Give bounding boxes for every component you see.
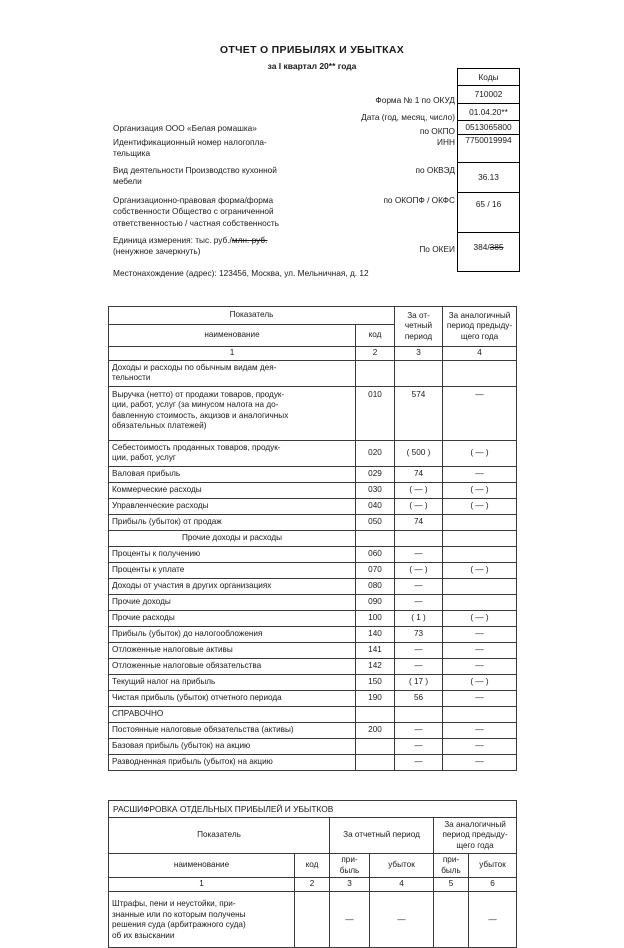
breakdown-header-previous-period [434, 818, 517, 854]
table-row [109, 626, 517, 642]
row-previous [443, 706, 517, 722]
row-label-line3: бавленную стоимость, акцизов и аналогичных [112, 410, 289, 420]
header-field-list [113, 88, 457, 274]
row-label: Прибыль (убыток) до налогообложения [109, 626, 356, 642]
codes-box-header: Коды [458, 69, 519, 86]
header-row-organization [113, 123, 457, 137]
row-current: 74 [395, 514, 443, 530]
hdr-prev-l1: За аналогичный [448, 310, 511, 320]
row-previous: — [443, 386, 517, 440]
legal-form-line3: ответственностью / частная собственность [113, 217, 279, 228]
page-title: ОТЧЕТ О ПРИБЫЛЯХ И УБЫТКАХ [219, 44, 405, 56]
colnum-1: 1 [109, 347, 356, 361]
row-label: Проценты к уплате [109, 562, 356, 578]
row-code: 020 [356, 440, 395, 466]
row-label-line2: знанные или по которым получены [112, 909, 246, 919]
table-row [109, 386, 517, 440]
row-code [356, 360, 395, 386]
row-previous [443, 530, 517, 546]
table-row [109, 482, 517, 498]
bk-colnum-2: 2 [295, 878, 330, 892]
breakdown-header-current-period: За отчетный период [330, 818, 434, 854]
table-row [109, 754, 517, 770]
row-code: 060 [356, 546, 395, 562]
row-current: ( — ) [395, 498, 443, 514]
row-label [109, 360, 356, 386]
breakdown-banner-row [109, 801, 517, 818]
hdr-prev-l3: щего года [460, 331, 499, 341]
row-loss-previous: — [469, 891, 517, 947]
table-row [109, 466, 517, 482]
table-row [109, 706, 517, 722]
table-row [109, 658, 517, 674]
row-label: Постоянные налоговые обязательства (активы) [109, 722, 356, 738]
row-previous [443, 514, 517, 530]
header-row-date [113, 106, 457, 123]
bk-profit2-l1: при- [442, 855, 460, 864]
table-row [109, 891, 517, 947]
okei-value-b-struck: 385 [489, 242, 504, 252]
row-current: — [395, 722, 443, 738]
code-value-okopf-okfs: 65 / 16 [458, 193, 519, 233]
row-previous: — [443, 626, 517, 642]
row-label [109, 386, 356, 440]
bk-colnum-3: 3 [330, 878, 370, 892]
unit-note: (ненужное зачеркнуть) [113, 246, 201, 257]
code-value-okved: 36.13 [458, 163, 519, 193]
table-row [109, 610, 517, 626]
header-row-inn [113, 137, 457, 165]
row-previous [443, 360, 517, 386]
breakdown-header-loss-previous: убыток [469, 854, 517, 878]
hdr-prev-l2: период предыду- [446, 321, 513, 331]
breakdown-header-loss-current: убыток [370, 854, 434, 878]
bk-colnum-4: 4 [370, 878, 434, 892]
row-previous: ( — ) [443, 498, 517, 514]
organization-name: Организация ООО «Белая ромашка» [113, 123, 257, 133]
okei-label: По ОКЕИ [419, 244, 455, 254]
row-current [395, 360, 443, 386]
row-current: 73 [395, 626, 443, 642]
code-value-okpo: 0513065800 [458, 121, 519, 135]
okei-value-a: 384 [473, 242, 488, 252]
row-label: Прочие расходы [109, 610, 356, 626]
row-label: Прочие доходы [109, 594, 356, 610]
row-label: Доходы от участия в других организациях [109, 578, 356, 594]
row-previous: — [443, 738, 517, 754]
header-row-legal-form [113, 195, 457, 235]
row-previous: ( — ) [443, 440, 517, 466]
breakdown-column-number-row [109, 878, 517, 892]
row-code: 070 [356, 562, 395, 578]
table-row [109, 530, 517, 546]
row-label-line1: Себестоимость проданных товаров, продук- [112, 442, 281, 452]
row-code [356, 754, 395, 770]
breakdown-header-indicator: Показатель [109, 818, 330, 854]
table-row [109, 690, 517, 706]
table-row [109, 594, 517, 610]
row-code: 190 [356, 690, 395, 706]
bk-colnum-5: 5 [434, 878, 469, 892]
row-code: 010 [356, 386, 395, 440]
row-current: ( 17 ) [395, 674, 443, 690]
row-current [395, 706, 443, 722]
bk-prev-l2: период предыду- [442, 830, 508, 840]
code-value-inn: 7750019994 [458, 135, 519, 163]
table-header-row-1 [109, 307, 517, 325]
row-label: Валовая прибыль [109, 466, 356, 482]
row-current: — [395, 754, 443, 770]
row-label-line2: ции, работ, услуг [112, 453, 176, 463]
activity-line2: мебели [113, 176, 142, 187]
date-label: Дата (год, месяц, число) [361, 111, 455, 122]
row-previous: ( — ) [443, 562, 517, 578]
row-current: 74 [395, 466, 443, 482]
row-label: Базовая прибыль (убыток) на акцию [109, 738, 356, 754]
row-label: Коммерческие расходы [109, 482, 356, 498]
row-code: 142 [356, 658, 395, 674]
row-current: — [395, 642, 443, 658]
page-subtitle: за I квартал 20** года [267, 61, 357, 71]
breakdown-banner: РАСШИФРОВКА ОТДЕЛЬНЫХ ПРИБЫЛЕЙ И УБЫТКОВ [109, 801, 517, 818]
bk-profit2-l2: быль [441, 865, 461, 875]
row-code [356, 706, 395, 722]
colnum-4: 4 [443, 347, 517, 361]
header-name: наименование [109, 325, 356, 347]
row-code: 090 [356, 594, 395, 610]
breakdown-header-row-2 [109, 854, 517, 878]
inn-label-line2: тельщика [113, 148, 151, 159]
row-previous: — [443, 658, 517, 674]
row-current [395, 530, 443, 546]
row-label [109, 440, 356, 466]
row-profit-current: — [330, 891, 370, 947]
row-label-line1: Доходы и расходы по обычным видам дея- [112, 362, 277, 372]
table-row [109, 738, 517, 754]
row-loss-current: — [370, 891, 434, 947]
row-current: 56 [395, 690, 443, 706]
breakdown-header-name: наименование [109, 854, 295, 878]
unit-prefix: Единица измерения: тыс. руб./ [113, 235, 232, 245]
codes-box [457, 68, 520, 272]
breakdown-header-code: код [295, 854, 330, 878]
row-label: Управленческие расходы [109, 498, 356, 514]
row-label-line1: Выручка (нетто) от продажи товаров, продук- [112, 389, 285, 399]
address-line: Местонахождение (адрес): 123456, Москва, ул. Мельничная, д. 12 [113, 268, 369, 278]
row-label-line4: об их взыскании [112, 930, 175, 940]
activity-text [113, 165, 277, 188]
row-previous [443, 594, 517, 610]
title-block [0, 44, 624, 71]
table-row [109, 360, 517, 386]
row-profit-previous [434, 891, 469, 947]
breakdown-table [108, 800, 517, 948]
row-label: СПРАВОЧНО [109, 706, 356, 722]
hdr-cur-l1: За от- [407, 310, 430, 320]
colnum-3: 3 [395, 347, 443, 361]
row-previous [443, 546, 517, 562]
header-previous-period [443, 307, 517, 347]
code-value-okud: 710002 [458, 86, 519, 104]
row-label-line2: ции, работ, услуг (за минусом налога на до- [112, 400, 279, 410]
unit-of-measure-text [113, 235, 267, 258]
row-label: Проценты к получению [109, 546, 356, 562]
colnum-2: 2 [356, 347, 395, 361]
profit-loss-table [108, 306, 517, 771]
okopf-okfs-label: по ОКОПФ / ОКФС [383, 195, 455, 205]
okud-label: Форма № 1 по ОКУД [375, 94, 455, 105]
row-current: ( — ) [395, 482, 443, 498]
row-code [356, 530, 395, 546]
row-current: — [395, 594, 443, 610]
row-code: 030 [356, 482, 395, 498]
row-previous: — [443, 690, 517, 706]
table-row [109, 578, 517, 594]
bk-prev-l3: щего года [456, 840, 494, 850]
row-code [356, 738, 395, 754]
breakdown-header-profit-current [330, 854, 370, 878]
table-row [109, 514, 517, 530]
okpo-label: по ОКПО [419, 125, 455, 136]
row-label: Разводненная прибыль (убыток) на акцию [109, 754, 356, 770]
row-code: 140 [356, 626, 395, 642]
row-label: Текущий налог на прибыль [109, 674, 356, 690]
header-code: код [356, 325, 395, 347]
row-current: — [395, 738, 443, 754]
inn-label-line1: Идентификационный номер налогопла- [113, 137, 267, 147]
legal-form-line1: Организационно-правовая форма/форма [113, 195, 274, 205]
okved-label: по ОКВЭД [415, 165, 455, 175]
unit-struck-value: млн. руб. [231, 235, 268, 245]
row-code: 100 [356, 610, 395, 626]
row-label: Прочие доходы и расходы [109, 530, 356, 546]
row-code: 200 [356, 722, 395, 738]
legal-form-text [113, 195, 279, 229]
breakdown-header-profit-previous [434, 854, 469, 878]
row-label-line2: тельности [112, 373, 151, 383]
row-label: Отложенные налоговые обязательства [109, 658, 356, 674]
table-row [109, 440, 517, 466]
row-current: 574 [395, 386, 443, 440]
inn-label-text [113, 137, 267, 160]
table-column-number-row [109, 347, 517, 361]
table-row [109, 562, 517, 578]
row-previous: — [443, 722, 517, 738]
row-current: ( 1 ) [395, 610, 443, 626]
row-label: Отложенные налоговые активы [109, 642, 356, 658]
bk-colnum-1: 1 [109, 878, 295, 892]
row-label: Прибыль (убыток) от продаж [109, 514, 356, 530]
okei-value-separator: / [487, 242, 490, 252]
row-previous: — [443, 754, 517, 770]
row-previous: ( — ) [443, 674, 517, 690]
row-previous: — [443, 642, 517, 658]
header-current-period [395, 307, 443, 347]
header-row-okud [113, 88, 457, 106]
row-label: Чистая прибыль (убыток) отчетного периода [109, 690, 356, 706]
header-indicator: Показатель [109, 307, 395, 325]
row-current: — [395, 546, 443, 562]
row-previous: ( — ) [443, 482, 517, 498]
table-row [109, 498, 517, 514]
row-code: 050 [356, 514, 395, 530]
row-current: — [395, 578, 443, 594]
header-row-activity [113, 165, 457, 195]
row-previous: ( — ) [443, 610, 517, 626]
row-current: — [395, 658, 443, 674]
bk-prev-l1: За аналогичный [444, 819, 506, 829]
bk-profit-l2: быль [339, 865, 360, 875]
code-value-date: 01.04.20** [458, 104, 519, 121]
bk-profit-l1: при- [341, 855, 358, 864]
row-code: 150 [356, 674, 395, 690]
table-row [109, 642, 517, 658]
table-row [109, 546, 517, 562]
row-code: 040 [356, 498, 395, 514]
table-row [109, 674, 517, 690]
bk-colnum-6: 6 [469, 878, 517, 892]
row-label-line1: Штрафы, пени и неустойки, при- [112, 899, 236, 909]
activity-line1: Вид деятельности Производство кухонной [113, 165, 277, 175]
row-label-line4: обязательных платежей) [112, 421, 207, 431]
row-label-line3: решения суда (арбитражного суда) [112, 920, 246, 930]
row-code: 141 [356, 642, 395, 658]
row-previous: — [443, 466, 517, 482]
code-value-okei [458, 233, 519, 272]
row-current: ( 500 ) [395, 440, 443, 466]
legal-form-line2: собственности Общество с ограниченной [113, 206, 274, 217]
inn-code-label: ИНН [437, 137, 455, 147]
hdr-cur-l3: период [404, 331, 433, 341]
row-code: 029 [356, 466, 395, 482]
row-code: 080 [356, 578, 395, 594]
row-current: ( — ) [395, 562, 443, 578]
row-label [109, 891, 295, 947]
hdr-cur-l2: четный [404, 321, 433, 331]
row-code [295, 891, 330, 947]
row-previous [443, 578, 517, 594]
table-row [109, 722, 517, 738]
breakdown-header-row-1 [109, 818, 517, 854]
